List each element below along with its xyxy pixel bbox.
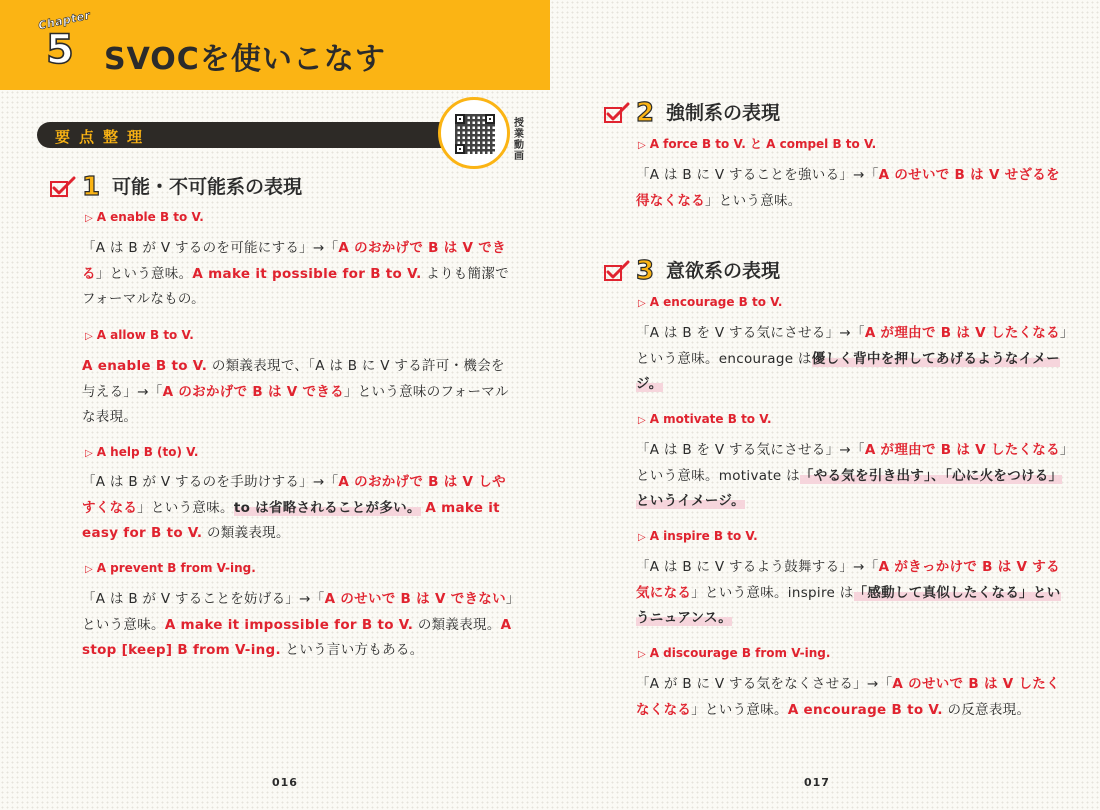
triangle-marker-icon: ▷	[85, 564, 93, 575]
checkbox-check-icon	[50, 176, 76, 198]
emphasis-highlight: 「感動して真似したくなる」というニュアンス。	[636, 584, 1061, 626]
item-title: 強制系の表現	[666, 102, 781, 124]
emphasis-highlight: to は省略されることが多い。	[233, 499, 421, 516]
triangle-marker-icon: ▷	[638, 298, 646, 309]
sub-text: 「A は B が V するのを可能にする」→「A のおかげで B は V できる」という意味。A make it possible for B to V. よりも簡潔でフォーマルなもの。	[82, 240, 509, 307]
sub-text: 「A は B を V する気にさせる」→「A が理由で B は V したくなる」という意味。motivate は「やる気を引き出す」、「心に火をつける」というイメージ。	[636, 442, 1067, 509]
sub-label: ▷ A inspire B to V.	[638, 529, 758, 543]
emphasis-red: A が理由で B は V したくなる	[864, 442, 1060, 458]
chapter-title: SVOCを使いこなす	[104, 42, 386, 77]
sub-text: 「A は B に V するよう鼓舞する」→「A がきっかけで B は V する気になる」という意味。inspire は「感動して真似したくなる」というニュアンス。	[636, 559, 1061, 626]
emphasis-red: A がきっかけで B は V する気になる	[636, 559, 1060, 601]
triangle-marker-icon: ▷	[638, 532, 646, 543]
triangle-marker-icon: ▷	[638, 140, 646, 151]
section-bar	[37, 122, 457, 148]
emphasis-red: A のせいで B は V せざるを得なくなる	[636, 167, 1060, 209]
chapter-word: Chapter	[37, 8, 92, 33]
emphasis-red: A のおかげで B は V しやすくなる	[82, 474, 506, 516]
qr-finder-icon	[485, 114, 495, 124]
item-heading-3	[604, 256, 1024, 286]
sub-text: 「A は B が V するのを手助けする」→「A のおかげで B は V しやすくなる」という意味。to は省略されることが多い。 A make it easy for B to V. の類義表現。	[82, 474, 506, 541]
qr-code-icon[interactable]	[438, 97, 510, 169]
qr-side-label: 授業動画	[514, 118, 524, 162]
triangle-marker-icon: ▷	[85, 448, 93, 459]
sub-label: ▷ A force B to V. と A compel B to V.	[638, 137, 877, 151]
item-number: 1	[82, 172, 101, 202]
sub-text: 「A が B に V する気をなくさせる」→「A のせいで B は V したくなくなる」という意味。A encourage B to V. の反意表現。	[636, 676, 1060, 718]
sub-label: ▷ A motivate B to V.	[638, 412, 772, 426]
sub-label: ▷ A prevent B from V-ing.	[85, 561, 256, 575]
emphasis-red: A stop [keep] B from V-ing.	[82, 616, 512, 658]
checkbox-check-icon	[604, 102, 630, 124]
qr-finder-icon	[455, 114, 465, 124]
page-number-left: 016	[272, 776, 298, 789]
emphasis-red: A make it easy for B to V.	[82, 499, 500, 541]
emphasis-red: A make it impossible for B to V.	[164, 616, 414, 633]
emphasis-red: A のおかげで B は V できる	[162, 383, 344, 400]
item-title: 意欲系の表現	[666, 260, 781, 282]
sub-label: ▷ A discourage B from V-ing.	[638, 646, 831, 660]
emphasis-red: A が理由で B は V したくなる	[864, 325, 1060, 341]
triangle-marker-icon: ▷	[638, 649, 646, 660]
sub-text: 「A は B に V することを強いる」→「A のせいで B は V せざるを得なくなる」という意味。	[636, 167, 1060, 209]
sub-label: ▷ A help B (to) V.	[85, 445, 199, 459]
sub-label: ▷ A enable B to V.	[85, 210, 204, 224]
emphasis-highlight: 優しく背中を押してあげるようなイメージ。	[636, 350, 1060, 392]
triangle-marker-icon: ▷	[638, 415, 646, 426]
sub-label: ▷ A encourage B to V.	[638, 295, 783, 309]
emphasis-red: A encourage B to V.	[787, 701, 943, 718]
emphasis-red: A のせいで B は V したくなくなる	[636, 676, 1060, 718]
triangle-marker-icon: ▷	[85, 331, 93, 342]
triangle-marker-icon: ▷	[85, 213, 93, 224]
checkbox-check-icon	[604, 260, 630, 282]
emphasis-red: A enable B to V.	[82, 358, 208, 374]
emphasis-red: A のせいで B は V できない	[324, 591, 506, 607]
emphasis-highlight: 「やる気を引き出す」、「心に火をつける」というイメージ。	[636, 467, 1063, 509]
item-number: 2	[636, 98, 655, 128]
emphasis-red: A のおかげで B は V できる	[82, 240, 506, 282]
chapter-number: 5	[46, 27, 74, 73]
sub-text: A enable B to V. の類義表現で、「A は B に V する許可・機会を与える」→「A のおかげで B は V できる」という意味のフォーマルな表現。	[82, 358, 509, 425]
section-label: 要点整理	[55, 128, 152, 146]
item-title: 可能・不可能系の表現	[112, 176, 303, 198]
sub-label: ▷ A allow B to V.	[85, 328, 194, 342]
page-number-right: 017	[804, 776, 830, 789]
emphasis-red: A make it possible for B to V.	[192, 265, 422, 282]
sub-text: 「A は B を V する気にさせる」→「A が理由で B は V したくなる」という意味。encourage は優しく背中を押してあげるようなイメージ。	[636, 325, 1067, 392]
chapter-header	[0, 0, 550, 90]
item-heading-1	[50, 172, 450, 202]
item-heading-2	[604, 98, 1024, 128]
item-number: 3	[636, 256, 655, 286]
right-page	[550, 0, 1100, 810]
sub-text: 「A は B が V することを妨げる」→「A のせいで B は V できない」という意味。A make it impossible for B to V. の類義表現。A stop [keep] B from V-ing. という言い方もある。	[82, 591, 513, 658]
qr-finder-icon	[455, 144, 465, 154]
